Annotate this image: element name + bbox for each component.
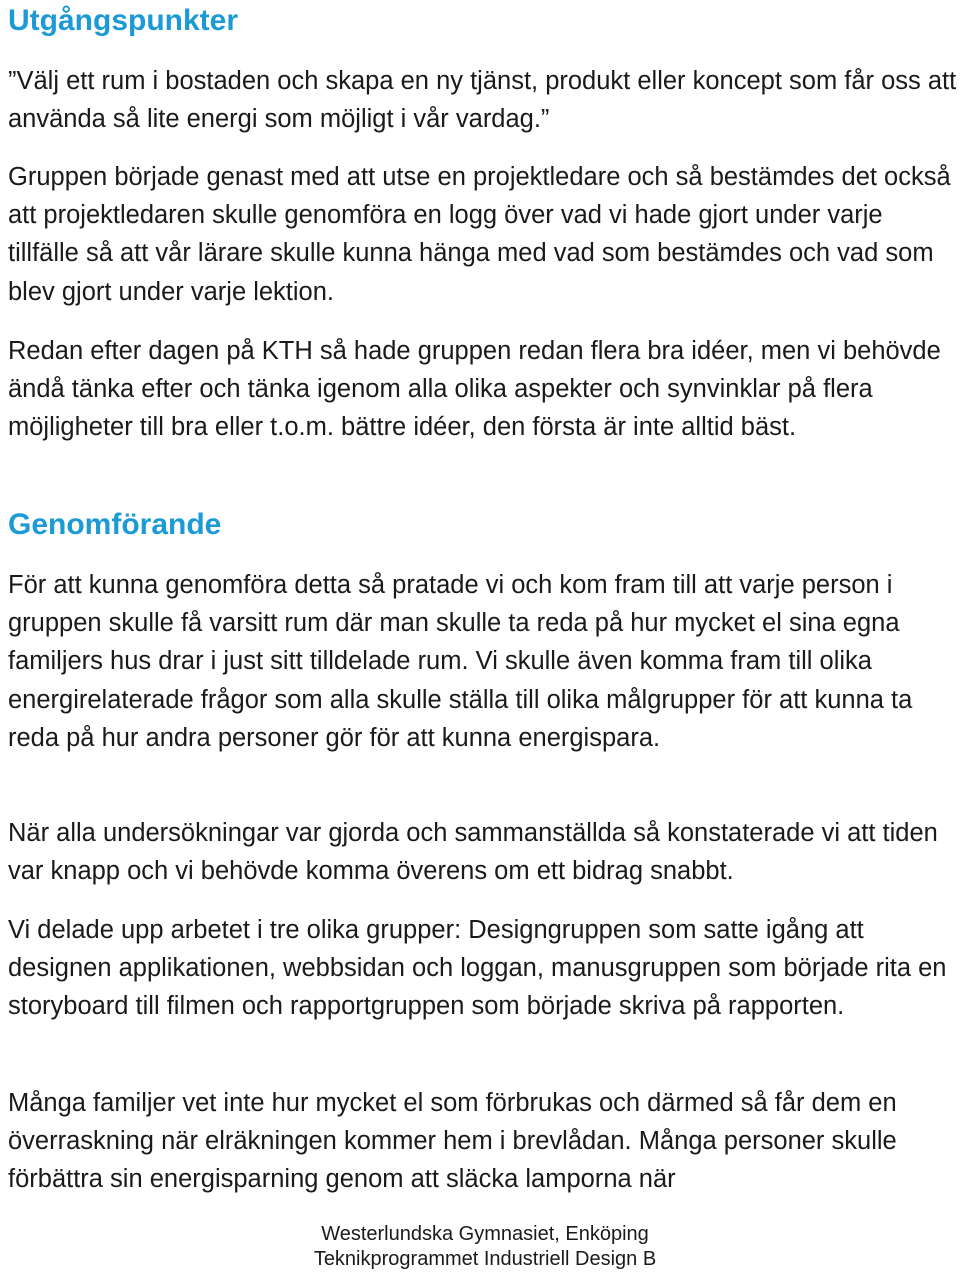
footer-school: Westerlundska Gymnasiet, Enköping bbox=[321, 1223, 649, 1245]
section-heading-genomforande: Genomförande bbox=[8, 508, 222, 541]
paragraph: Redan efter dagen på KTH så hade gruppen redan flera bra idéer, men vi behövde ändå tänka efter och tänka igenom alla olika aspekter och synvinklar på flera möjligheter till bra eller t.o.m. bättre idéer, den första är inte alltid bäst. bbox=[8, 337, 941, 442]
paragraph: Gruppen började genast med att utse en projektledare och så bestämdes det också att projektledaren skulle genomföra en logg över vad vi hade gjort under varje tillfälle så att vår lärare skulle kunna hänga med vad som bestämdes och vad som blev gjort under varje lektion. bbox=[8, 163, 951, 306]
paragraph: När alla undersökningar var gjorda och sammanställda så konstaterade vi att tiden var knapp och vi behövde komma överens om ett bidrag snabbt. bbox=[8, 819, 938, 886]
paragraph: Många familjer vet inte hur mycket el som förbrukas och därmed så får dem en överraskning när elräkningen kommer hem i brevlådan. Många personer skulle förbättra sin energisparning genom att släcka lamporna när bbox=[8, 1089, 897, 1194]
footer-program: Teknikprogrammet Industriell Design B bbox=[313, 1248, 657, 1270]
paragraph: Vi delade upp arbetet i tre olika grupper: Designgruppen som satte igång att designen applikationen, webbsidan och loggan, manusgruppen som började rita en storyboard till filmen och rapportgruppen som började skriva på rapporten. bbox=[8, 916, 947, 1021]
paragraph: För att kunna genomföra detta så pratade vi och kom fram till att varje person i gruppen skulle få varsitt rum där man skulle ta reda på hur mycket el sina egna familjers hus drar i just sitt tilldelade rum. Vi skulle även komma fram till olika energirelaterade frågor som alla skulle ställa till olika målgrupper för att kunna ta reda på hur andra personer gör för att kunna energispara. bbox=[8, 571, 913, 752]
section-heading-utgangspunkter: Utgångspunkter bbox=[8, 4, 239, 37]
assignment-quote: ”Välj ett rum i bostaden och skapa en ny tjänst, produkt eller koncept som får oss att använda så lite energi som möjligt i vår vardag.” bbox=[8, 67, 957, 134]
page-footer bbox=[0, 1222, 960, 1272]
